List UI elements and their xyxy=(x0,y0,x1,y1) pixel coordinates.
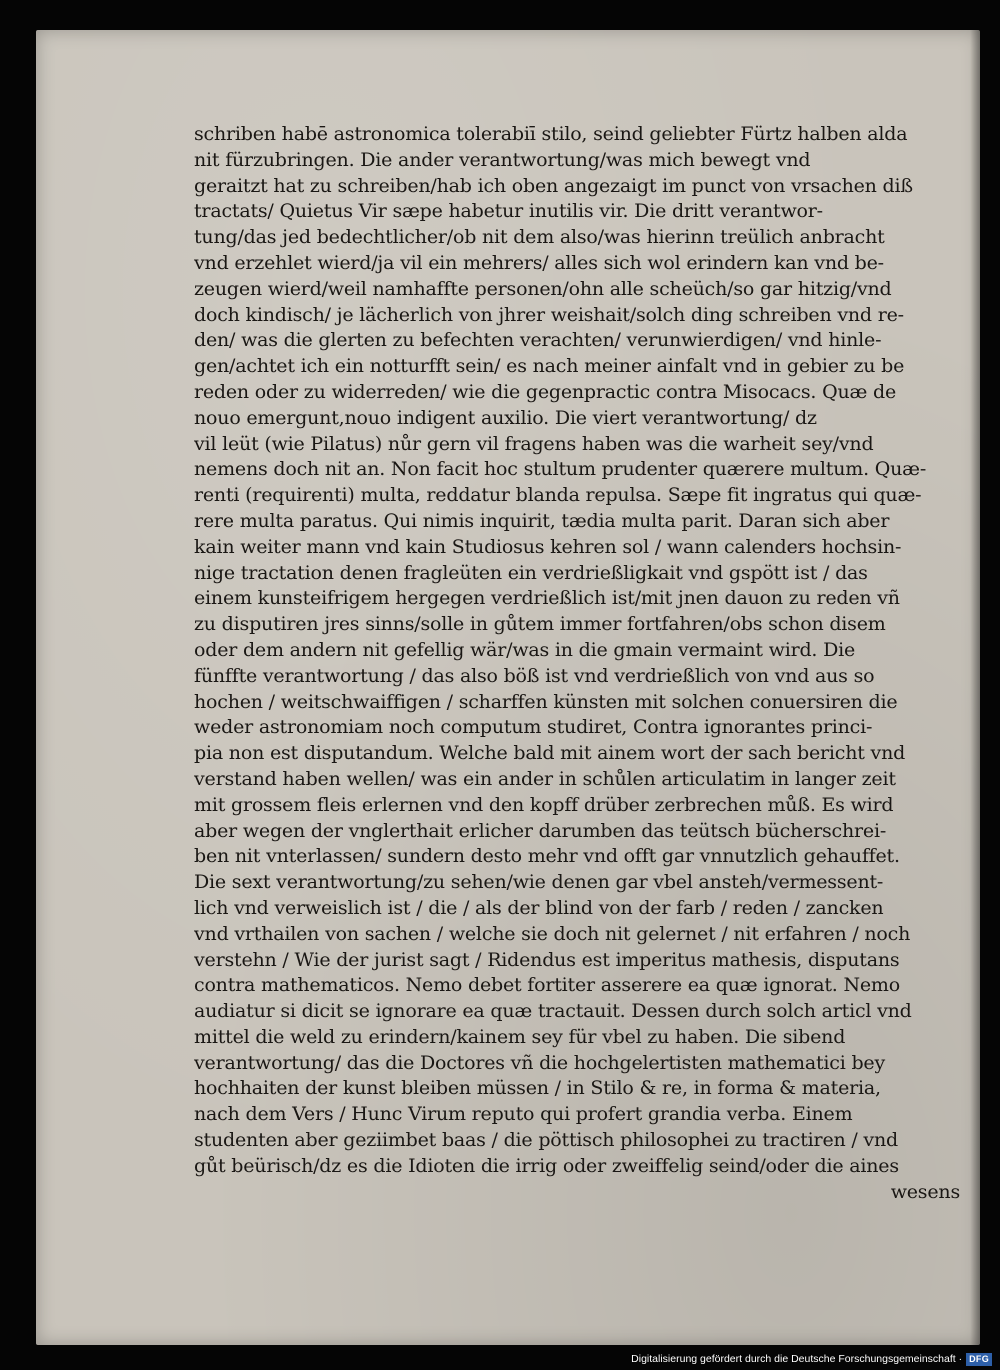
text-line: nige tractation denen fragleüten ein verdrießligkait vnd gspött ist / das xyxy=(194,561,868,584)
catchword: wesens xyxy=(890,1180,960,1203)
text-line: kain weiter mann vnd kain Studiosus kehren sol / wann calenders hochsin- xyxy=(194,535,902,558)
text-line: zeugen wierd/weil namhaffte personen/ohn alle scheüch/so gar hitzig/vnd xyxy=(194,277,892,300)
text-line: einem kunsteifrigem hergegen verdrießlich ist/mit jnen dauon zu reden vñ xyxy=(194,587,900,610)
text-line: gen/achtet ich ein notturfft sein/ es nach meiner ainfalt vnd in gebier zu be xyxy=(194,355,905,378)
text-line: nemens doch nit an. Non facit hoc stultum prudenter quærere multum. Quæ- xyxy=(194,458,927,481)
text-line: verstehn / Wie der jurist sagt / Ridendus est imperitus mathesis, disputans xyxy=(194,948,900,971)
text-line: aber wegen der vnglerthait erlicher darumben das teütsch bücherschrei- xyxy=(194,819,887,842)
text-line: pia non est disputandum. Welche bald mit ainem wort der sach bericht vnd xyxy=(194,742,906,765)
page-text-block xyxy=(194,122,964,1205)
text-line: ben nit vnterlassen/ sundern desto mehr vnd offt gar vnnutzlich gehauffet. xyxy=(194,845,900,868)
text-line: vil leüt (wie Pilatus) nůr gern vil fragens haben was die warheit sey/vnd xyxy=(194,432,874,455)
text-line: zu disputiren jres sinns/solle in gůtem immer fortfahren/obs schon disem xyxy=(194,613,886,636)
text-line: verstand haben wellen/ was ein ander in schůlen articulatim in langer zeit xyxy=(194,767,896,790)
text-line: schriben habē astronomica tolerabiī stilo, seind geliebter Fürtz halben alda xyxy=(194,123,908,145)
text-line: vnd vrthailen von sachen / welche sie doch nit gelernet / nit erfahren / noch xyxy=(194,922,911,945)
funding-caption: Digitalisierung gefördert durch die Deutsche Forschungsgemeinschaft · xyxy=(631,1353,963,1365)
text-line: reden oder zu widerreden/ wie die gegenpractic contra Misocacs. Quæ de xyxy=(194,380,896,403)
text-line: nouo emergunt,nouo indigent auxilio. Die viert verantwortung/ dz xyxy=(194,406,817,429)
text-line: contra mathematicos. Nemo debet fortiter asserere ea quæ ignorat. Nemo xyxy=(194,974,900,997)
text-line: lich vnd verweislich ist / die / als der blind von der farb / reden / zancken xyxy=(194,896,884,919)
text-line: audiatur si dicit se ignorare ea quæ tractauit. Dessen durch solch articl vnd xyxy=(194,1000,912,1023)
text-line: vnd erzehlet wierd/ja vil ein mehrers/ alles sich wol erindern kan vnd be- xyxy=(194,251,884,274)
text-line: mit grossem fleis erlernen vnd den kopff drüber zerbrechen můß. Es wird xyxy=(194,793,894,816)
funding-footer xyxy=(612,1351,992,1367)
text-line: den/ was die glerten zu befechten verachten/ verunwierdigen/ vnd hinle- xyxy=(194,329,882,352)
text-line: Die sext verantwortung/zu sehen/wie denen gar vbel ansteh/vermessent- xyxy=(194,871,884,894)
text-line: fünffte verantwortung / das also böß ist vnd verdrießlich von vnd aus so xyxy=(194,664,875,687)
text-line: doch kindisch/ je lächerlich von jhrer weishait/solch ding schreiben vnd re- xyxy=(194,303,904,326)
text-line: tung/das jed bedechtlicher/ob nit dem also/was hierinn treülich anbracht xyxy=(194,226,885,249)
book-page xyxy=(36,30,980,1345)
text-line: hochen / weitschwaiffigen / scharffen künsten mit solchen conuersiren die xyxy=(194,690,898,713)
text-line: nit fürzubringen. Die ander verantwortung/was mich bewegt vnd xyxy=(194,148,811,171)
dfg-logo: DFG xyxy=(966,1353,992,1366)
text-line: verantwortung/ das die Doctores vñ die hochgelertisten mathematici bey xyxy=(194,1051,885,1074)
text-line: renti (requirenti) multa, reddatur blanda repulsa. Sæpe fit ingratus qui quæ- xyxy=(194,484,922,507)
text-line: geraitzt hat zu schreiben/hab ich oben angezaigt im punct von vrsachen diß xyxy=(194,174,913,197)
text-line: nach dem Vers / Hunc Virum reputo qui profert grandia verba. Einem xyxy=(194,1103,853,1126)
text-line: mittel die weld zu erindern/kainem sey für vbel zu haben. Die sibend xyxy=(194,1025,846,1048)
text-line: rere multa paratus. Qui nimis inquirit, tædia multa parit. Daran sich aber xyxy=(194,509,890,532)
text-line: studenten aber geziimbet baas / die pöttisch philosophei zu tractiren / vnd xyxy=(194,1129,898,1152)
text-line: oder dem andern nit gefellig wär/was in die gmain vermaint wird. Die xyxy=(194,638,856,661)
text-line: tractats/ Quietus Vir sæpe habetur inutilis vir. Die dritt verantwor- xyxy=(194,200,823,223)
text-line: weder astronomiam noch computum studiret, Contra ignorantes princi- xyxy=(194,716,873,739)
text-line: hochhaiten der kunst bleiben müssen / in Stilo & re, in forma & materia, xyxy=(194,1077,881,1100)
page-edge-shadow xyxy=(970,30,980,1345)
text-line: gůt beürisch/dz es die Idioten die irrig oder zweiffelig seind/oder die aines xyxy=(194,1154,899,1177)
